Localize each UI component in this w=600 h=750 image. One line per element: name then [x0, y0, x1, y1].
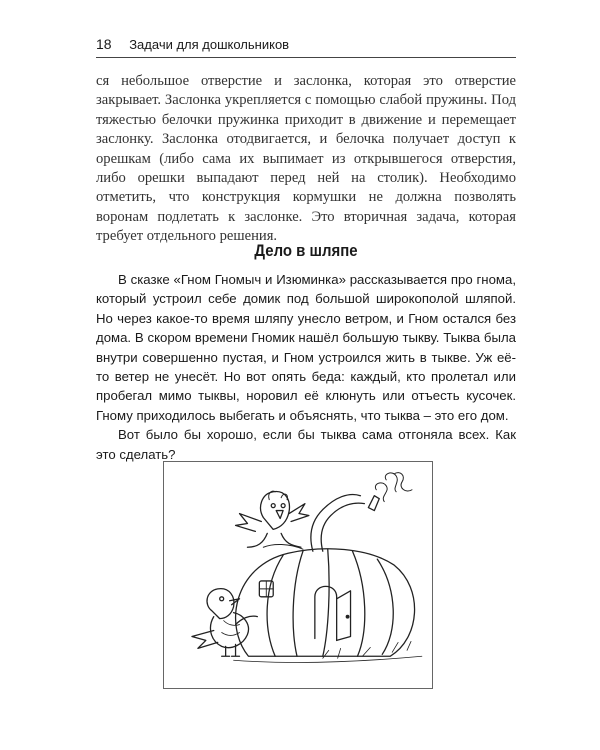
intro-paragraph: ся небольшое отверстие и заслонка, которая это отверстие закрывает. Заслонка укрепляется с помощью слабой пружины. Под тяжестью белочки пружинка приходит в движение и перемещает заслонку. Заслонка отодвигается, и белочка получает доступ к орешкам (либо сама их выпимает из открывшегося отверстия, либо орешки выпадают перед ней на столик). Необходимо отметить, что конструкция кормушки не должна позволять воронам подлетать к заслонке. Это вторичная задача, которая требует отдельного решения. [96, 73, 516, 245]
running-title: Задачи для дошкольников [129, 37, 290, 52]
pumpkin-drawing [164, 462, 432, 688]
sparrow-icon [207, 589, 234, 619]
section-title: Дело в шляпе [254, 241, 358, 260]
intro-text [96, 72, 516, 247]
section-paragraph-2: Вот было бы хорошо, если бы тыква сама отгоняла всех. Как это сделать? [96, 427, 516, 462]
crow-icon [261, 491, 290, 529]
section-body [96, 270, 516, 464]
page-number: 18 [96, 36, 112, 52]
section-paragraph-1: В сказке «Гном Гномыч и Изюминка» рассказывается про гнома, который устроил себе домик под большой широкополой шляпой. Но через какое-то время шляпу унесло ветром, и Гном остался без дома. В скором времени Гномик нашёл большую тыкву. Тыква была внутри совершенно пустая, и Гном устроился жить в тыкве. Уж её-то ветер не унесёт. Но вот опять беда: каждый, кто пролетал или пробегал мимо тыквы, норовил её клюнуть или отъесть кусочек. Гному приходилось выбегать и объяснять, что тыква – это его дом. [96, 272, 516, 423]
door-icon [315, 586, 337, 640]
pumpkin-house-illustration [163, 461, 433, 689]
page-header [96, 36, 516, 58]
